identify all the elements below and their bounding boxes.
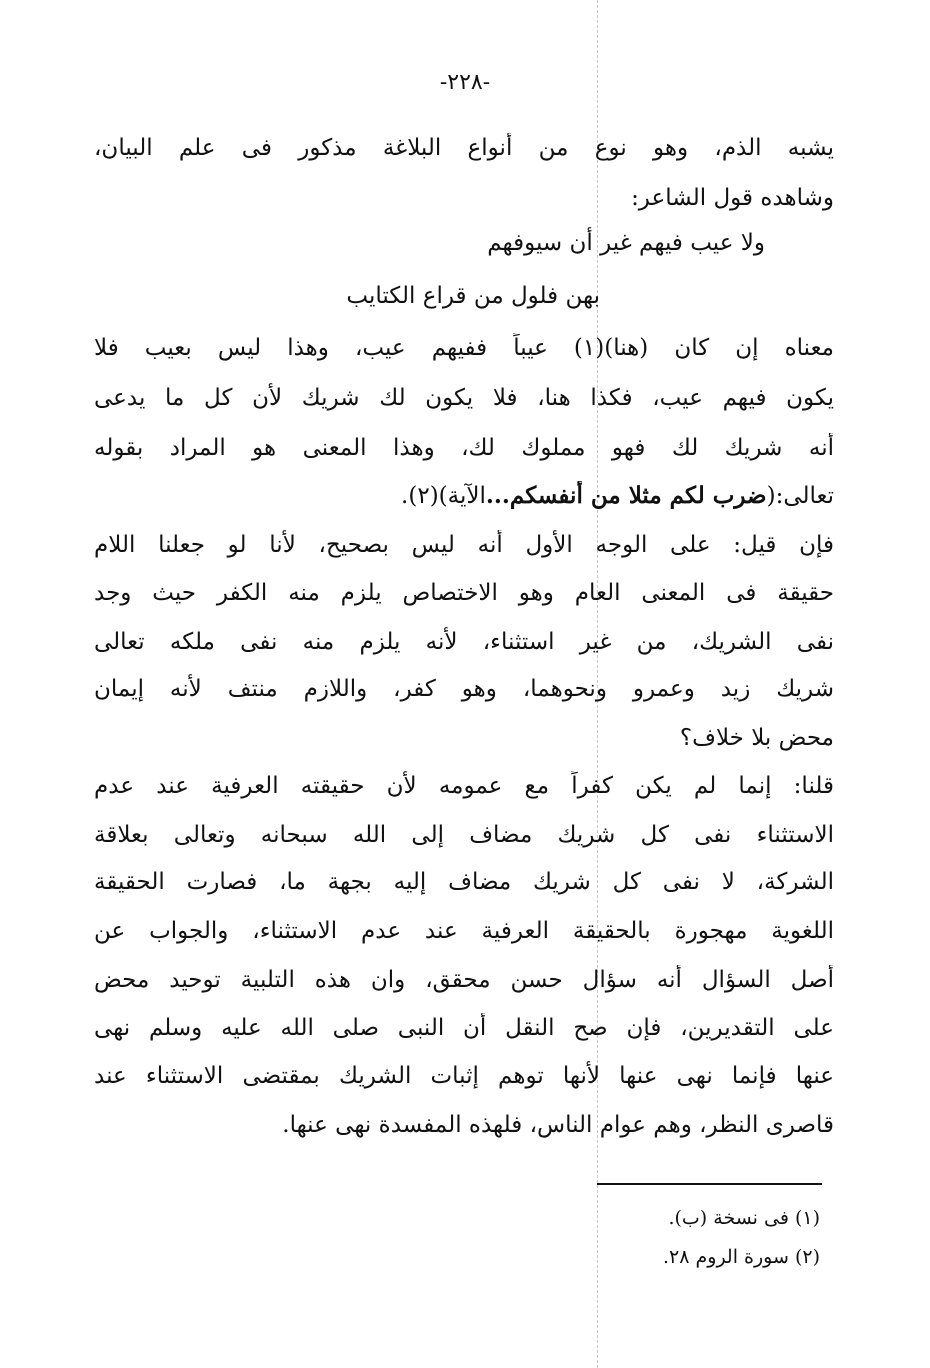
text-line: يشبه الذم، وهو نوع من أنواع البلاغة مذكور فى علم البيان، xyxy=(94,135,834,161)
text-line: شريك زيد وعمرو ونحوهما، وهو كفر، واللازم منتف لأنه إيمان xyxy=(94,676,834,702)
footnote-2: (٢) سورة الروم ٢٨. xyxy=(663,1246,820,1268)
quran-quote: ضرب لكم مثلا من أنفسكم... xyxy=(485,482,767,509)
text-line: اللغوية مهجورة بالحقيقة العرفية عند عدم الاستثناء، والجواب عن xyxy=(94,918,834,944)
text-line: الشركة، لا نفى كل شريك مضاف إليه بجهة ما، فصارت الحقيقة xyxy=(94,869,834,895)
footnote-1: (١) فى نسخة (ب). xyxy=(668,1207,820,1229)
page-number: -٢٢٨- xyxy=(439,70,491,95)
text-line: عنها فإنما نهى عنها لأنها توهم إثبات الشريك بمقتضى الاستثناء عند xyxy=(94,1063,834,1089)
text-line: يكون فيهم عيب، فكذا هنا، فلا يكون لك شريك لأن كل ما يدعى xyxy=(94,385,834,411)
text-line: على التقديرين، فإن صح النقل أن النبى صلى الله عليه وسلم نهى xyxy=(94,1015,834,1041)
quote-prefix: تعالى:( xyxy=(766,483,834,509)
text-line: حقيقة فى المعنى العام وهو الاختصاص يلزم منه الكفر حيث وجد xyxy=(94,580,834,606)
text-line: قاصرى النظر، وهم عوام الناس، فلهذه المفسدة نهى عنها. xyxy=(282,1112,834,1138)
text-line: أصل السؤال أنه سؤال حسن محقق، وان هذه التلبية توحيد محض xyxy=(94,967,834,993)
text-line: فإن قيل: على الوجه الأول أنه ليس بصحيح، لأنا لو جعلنا اللام xyxy=(94,532,834,558)
text-line: الاستثناء نفى كل شريك مضاف إلى الله سبحانه وتعالى بعلاقة xyxy=(94,822,834,848)
text-line: وشاهده قول الشاعر: xyxy=(631,185,834,211)
quote-suffix: الآية)(٢). xyxy=(401,483,486,509)
footnote-separator xyxy=(597,1183,822,1185)
text-line: معناه إن كان (هنا)(١) عيباً ففيهم عيب، وهذا ليس بعيب فلا xyxy=(94,335,834,361)
text-line: قلنا: إنما لم يكن كفراً مع عمومه لأن حقيقته العرفية عند عدم xyxy=(94,773,834,799)
verse-first-hemistich: ولا عيب فيهم غير أن سيوفهم xyxy=(487,230,765,256)
text-line: أنه شريك لك فهو مملوك لك، وهذا المعنى هو المراد بقوله xyxy=(94,435,834,461)
text-line-with-quran-quote xyxy=(94,481,834,511)
verse-second-hemistich: بهن فلول من قراع الكتايب xyxy=(346,283,600,309)
text-line: محض بلا خلاف؟ xyxy=(679,725,834,751)
text-line: نفى الشريك، من غير استثناء، لأنه يلزم منه نفى ملكه تعالى xyxy=(94,629,834,655)
